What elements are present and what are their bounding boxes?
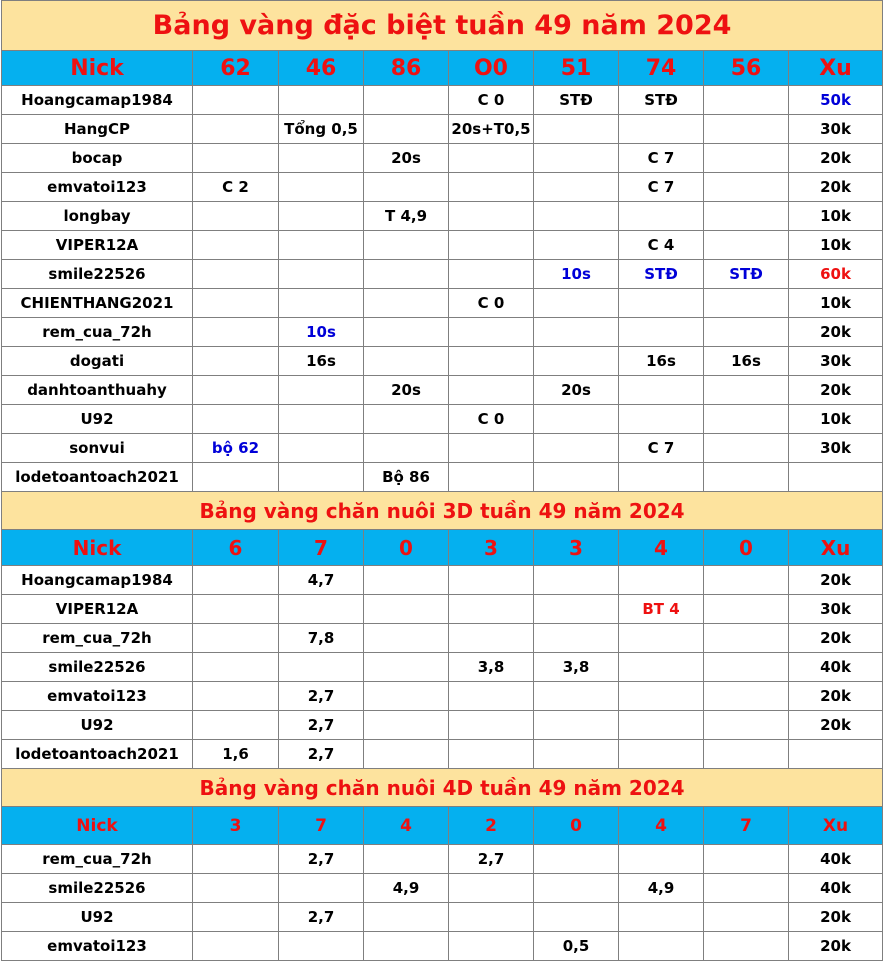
value-cell xyxy=(534,405,619,434)
table-row xyxy=(2,86,883,115)
value-cell xyxy=(279,405,364,434)
header-nick: Nick xyxy=(2,807,193,845)
xu-cell: 30k xyxy=(789,115,883,144)
value-cell xyxy=(534,463,619,492)
table-row xyxy=(2,144,883,173)
value-cell: Bộ 86 xyxy=(364,463,449,492)
value-cell: C 7 xyxy=(619,434,704,463)
value-cell xyxy=(193,932,279,961)
value-cell xyxy=(619,566,704,595)
table-row xyxy=(2,202,883,231)
nick-cell: emvatoi123 xyxy=(2,173,193,202)
value-cell xyxy=(449,173,534,202)
nick-cell: VIPER12A xyxy=(2,595,193,624)
nick-cell: danhtoanthuahy xyxy=(2,376,193,405)
value-cell xyxy=(704,624,789,653)
value-cell xyxy=(279,595,364,624)
value-cell: 16s xyxy=(704,347,789,376)
nick-cell: smile22526 xyxy=(2,874,193,903)
xu-cell: 20k xyxy=(789,173,883,202)
value-cell xyxy=(534,595,619,624)
header-xu: Xu xyxy=(789,807,883,845)
value-cell xyxy=(534,740,619,769)
value-cell xyxy=(449,740,534,769)
value-cell xyxy=(364,624,449,653)
value-cell xyxy=(534,347,619,376)
column-header-row xyxy=(2,51,883,86)
table-row xyxy=(2,903,883,932)
value-cell xyxy=(704,376,789,405)
value-cell xyxy=(449,376,534,405)
table-row xyxy=(2,653,883,682)
value-cell xyxy=(619,463,704,492)
header-number: 2 xyxy=(449,807,534,845)
value-cell xyxy=(279,173,364,202)
header-number: 3 xyxy=(449,530,534,566)
nick-cell: longbay xyxy=(2,202,193,231)
value-cell: 3,8 xyxy=(534,653,619,682)
value-cell xyxy=(449,463,534,492)
nick-cell: Hoangcamap1984 xyxy=(2,86,193,115)
value-cell xyxy=(534,173,619,202)
xu-cell: 30k xyxy=(789,595,883,624)
value-cell xyxy=(279,874,364,903)
nick-cell: sonvui xyxy=(2,434,193,463)
value-cell xyxy=(534,682,619,711)
value-cell: T 4,9 xyxy=(364,202,449,231)
value-cell xyxy=(279,289,364,318)
value-cell xyxy=(193,711,279,740)
value-cell xyxy=(193,144,279,173)
value-cell xyxy=(193,202,279,231)
value-cell xyxy=(534,711,619,740)
section-title-row xyxy=(2,769,883,807)
value-cell: C 2 xyxy=(193,173,279,202)
value-cell: 2,7 xyxy=(279,682,364,711)
header-number: 0 xyxy=(704,530,789,566)
value-cell: C 7 xyxy=(619,173,704,202)
value-cell xyxy=(704,318,789,347)
nick-cell: CHIENTHANG2021 xyxy=(2,289,193,318)
value-cell xyxy=(193,86,279,115)
xu-cell: 40k xyxy=(789,874,883,903)
value-cell xyxy=(449,318,534,347)
table-row xyxy=(2,318,883,347)
value-cell xyxy=(364,595,449,624)
header-number: 4 xyxy=(619,530,704,566)
value-cell: 16s xyxy=(619,347,704,376)
value-cell xyxy=(449,566,534,595)
value-cell xyxy=(619,682,704,711)
value-cell: C 0 xyxy=(449,405,534,434)
value-cell: 16s xyxy=(279,347,364,376)
value-cell xyxy=(364,682,449,711)
value-cell xyxy=(279,231,364,260)
nick-cell: U92 xyxy=(2,405,193,434)
header-number: 4 xyxy=(619,807,704,845)
table-row xyxy=(2,115,883,144)
value-cell xyxy=(193,318,279,347)
section-title: Bảng vàng chăn nuôi 3D tuần 49 năm 2024 xyxy=(2,492,883,530)
value-cell xyxy=(704,932,789,961)
value-cell: C 0 xyxy=(449,86,534,115)
value-cell xyxy=(449,144,534,173)
value-cell xyxy=(534,231,619,260)
table-row xyxy=(2,260,883,289)
header-number: 62 xyxy=(193,51,279,86)
value-cell xyxy=(364,845,449,874)
xu-cell: 60k xyxy=(789,260,883,289)
header-nick: Nick xyxy=(2,530,193,566)
value-cell: 0,5 xyxy=(534,932,619,961)
value-cell: C 7 xyxy=(619,144,704,173)
table-row xyxy=(2,347,883,376)
table-row xyxy=(2,711,883,740)
value-cell xyxy=(704,86,789,115)
nick-cell: U92 xyxy=(2,903,193,932)
value-cell xyxy=(704,653,789,682)
value-cell xyxy=(193,463,279,492)
value-cell xyxy=(279,463,364,492)
value-cell: bộ 62 xyxy=(193,434,279,463)
value-cell xyxy=(364,289,449,318)
table-row xyxy=(2,231,883,260)
nick-cell: VIPER12A xyxy=(2,231,193,260)
value-cell xyxy=(704,566,789,595)
value-cell xyxy=(704,845,789,874)
xu-cell: 20k xyxy=(789,932,883,961)
value-cell xyxy=(704,682,789,711)
table-row xyxy=(2,845,883,874)
xu-cell: 10k xyxy=(789,289,883,318)
table-row xyxy=(2,463,883,492)
value-cell: C 0 xyxy=(449,289,534,318)
value-cell xyxy=(704,405,789,434)
value-cell xyxy=(534,202,619,231)
table-row xyxy=(2,874,883,903)
header-nick: Nick xyxy=(2,51,193,86)
header-number: 86 xyxy=(364,51,449,86)
table-row xyxy=(2,434,883,463)
value-cell: 2,7 xyxy=(279,845,364,874)
value-cell xyxy=(704,711,789,740)
value-cell xyxy=(449,260,534,289)
value-cell: 2,7 xyxy=(449,845,534,874)
value-cell xyxy=(449,711,534,740)
value-cell xyxy=(449,624,534,653)
value-cell xyxy=(364,434,449,463)
board-body xyxy=(2,1,883,961)
value-cell xyxy=(193,405,279,434)
value-cell xyxy=(364,932,449,961)
value-cell xyxy=(449,903,534,932)
value-cell xyxy=(193,903,279,932)
value-cell: 20s xyxy=(364,144,449,173)
xu-cell: 40k xyxy=(789,845,883,874)
header-number: 7 xyxy=(279,807,364,845)
value-cell xyxy=(364,86,449,115)
value-cell xyxy=(534,903,619,932)
value-cell: BT 4 xyxy=(619,595,704,624)
value-cell xyxy=(279,202,364,231)
nick-cell: HangCP xyxy=(2,115,193,144)
value-cell: STĐ xyxy=(619,260,704,289)
value-cell xyxy=(449,595,534,624)
value-cell xyxy=(279,376,364,405)
table-row xyxy=(2,289,883,318)
nick-cell: rem_cua_72h xyxy=(2,318,193,347)
value-cell xyxy=(364,231,449,260)
value-cell xyxy=(193,231,279,260)
value-cell xyxy=(193,595,279,624)
value-cell xyxy=(449,682,534,711)
value-cell xyxy=(364,347,449,376)
value-cell xyxy=(534,144,619,173)
value-cell xyxy=(449,932,534,961)
value-cell xyxy=(279,434,364,463)
value-cell xyxy=(449,434,534,463)
value-cell xyxy=(704,903,789,932)
nick-cell: lodetoantoach2021 xyxy=(2,463,193,492)
xu-cell: 10k xyxy=(789,231,883,260)
xu-cell: 20k xyxy=(789,144,883,173)
header-number: 4 xyxy=(364,807,449,845)
xu-cell: 20k xyxy=(789,903,883,932)
table-row xyxy=(2,405,883,434)
value-cell xyxy=(619,932,704,961)
value-cell xyxy=(364,740,449,769)
value-cell xyxy=(619,289,704,318)
value-cell xyxy=(619,711,704,740)
value-cell xyxy=(619,376,704,405)
value-cell xyxy=(619,624,704,653)
table-row xyxy=(2,376,883,405)
value-cell: 20s xyxy=(534,376,619,405)
value-cell xyxy=(193,376,279,405)
table-row xyxy=(2,682,883,711)
xu-cell: 20k xyxy=(789,711,883,740)
xu-cell: 30k xyxy=(789,347,883,376)
header-number: O0 xyxy=(449,51,534,86)
section-title: Bảng vàng chăn nuôi 4D tuần 49 năm 2024 xyxy=(2,769,883,807)
value-cell xyxy=(279,144,364,173)
section-title-row xyxy=(2,492,883,530)
section-title: Bảng vàng đặc biệt tuần 49 năm 2024 xyxy=(2,1,883,51)
value-cell xyxy=(534,115,619,144)
nick-cell: bocap xyxy=(2,144,193,173)
table-row xyxy=(2,566,883,595)
xu-cell: 20k xyxy=(789,566,883,595)
value-cell xyxy=(704,231,789,260)
nick-cell: rem_cua_72h xyxy=(2,845,193,874)
header-number: 0 xyxy=(534,807,619,845)
value-cell xyxy=(364,903,449,932)
value-cell xyxy=(193,845,279,874)
value-cell xyxy=(704,289,789,318)
nick-cell: Hoangcamap1984 xyxy=(2,566,193,595)
column-header-row xyxy=(2,807,883,845)
value-cell xyxy=(364,405,449,434)
value-cell xyxy=(704,202,789,231)
value-cell: STĐ xyxy=(704,260,789,289)
value-cell xyxy=(619,653,704,682)
table-row xyxy=(2,932,883,961)
value-cell: STĐ xyxy=(534,86,619,115)
value-cell xyxy=(704,115,789,144)
xu-cell: 30k xyxy=(789,434,883,463)
value-cell xyxy=(193,289,279,318)
value-cell xyxy=(279,260,364,289)
xu-cell xyxy=(789,740,883,769)
value-cell: 20s+T0,5 xyxy=(449,115,534,144)
value-cell xyxy=(704,434,789,463)
value-cell xyxy=(619,740,704,769)
value-cell: STĐ xyxy=(619,86,704,115)
value-cell xyxy=(364,260,449,289)
value-cell xyxy=(534,289,619,318)
value-cell xyxy=(193,566,279,595)
golden-board-table xyxy=(1,0,883,961)
value-cell xyxy=(534,624,619,653)
header-xu: Xu xyxy=(789,530,883,566)
value-cell xyxy=(193,347,279,376)
header-number: 46 xyxy=(279,51,364,86)
xu-cell: 20k xyxy=(789,624,883,653)
value-cell xyxy=(364,653,449,682)
value-cell: Tổng 0,5 xyxy=(279,115,364,144)
table-row xyxy=(2,173,883,202)
value-cell xyxy=(704,740,789,769)
header-xu: Xu xyxy=(789,51,883,86)
value-cell: 2,7 xyxy=(279,711,364,740)
value-cell xyxy=(704,595,789,624)
value-cell: 2,7 xyxy=(279,740,364,769)
value-cell xyxy=(534,874,619,903)
header-number: 74 xyxy=(619,51,704,86)
xu-cell: 40k xyxy=(789,653,883,682)
value-cell xyxy=(449,202,534,231)
header-number: 7 xyxy=(279,530,364,566)
value-cell xyxy=(534,845,619,874)
value-cell xyxy=(449,231,534,260)
value-cell xyxy=(619,115,704,144)
value-cell: 1,6 xyxy=(193,740,279,769)
value-cell xyxy=(449,874,534,903)
nick-cell: smile22526 xyxy=(2,653,193,682)
header-number: 0 xyxy=(364,530,449,566)
xu-cell: 10k xyxy=(789,405,883,434)
value-cell: 10s xyxy=(534,260,619,289)
value-cell: 10s xyxy=(279,318,364,347)
value-cell: 4,9 xyxy=(619,874,704,903)
value-cell xyxy=(279,653,364,682)
header-number: 6 xyxy=(193,530,279,566)
value-cell xyxy=(704,874,789,903)
value-cell: C 4 xyxy=(619,231,704,260)
value-cell: 4,7 xyxy=(279,566,364,595)
value-cell xyxy=(193,874,279,903)
table-row xyxy=(2,740,883,769)
xu-cell: 50k xyxy=(789,86,883,115)
header-number: 56 xyxy=(704,51,789,86)
value-cell xyxy=(619,318,704,347)
value-cell xyxy=(364,173,449,202)
value-cell xyxy=(193,653,279,682)
value-cell: 3,8 xyxy=(449,653,534,682)
xu-cell xyxy=(789,463,883,492)
xu-cell: 20k xyxy=(789,682,883,711)
value-cell xyxy=(704,144,789,173)
value-cell xyxy=(619,903,704,932)
section-title-row xyxy=(2,1,883,51)
value-cell xyxy=(193,260,279,289)
value-cell xyxy=(279,86,364,115)
value-cell xyxy=(193,115,279,144)
value-cell: 4,9 xyxy=(364,874,449,903)
nick-cell: emvatoi123 xyxy=(2,932,193,961)
xu-cell: 10k xyxy=(789,202,883,231)
nick-cell: rem_cua_72h xyxy=(2,624,193,653)
value-cell xyxy=(364,115,449,144)
nick-cell: lodetoantoach2021 xyxy=(2,740,193,769)
value-cell: 2,7 xyxy=(279,903,364,932)
value-cell xyxy=(619,202,704,231)
value-cell xyxy=(449,347,534,376)
nick-cell: dogati xyxy=(2,347,193,376)
value-cell xyxy=(704,463,789,492)
table-row xyxy=(2,595,883,624)
value-cell xyxy=(193,682,279,711)
nick-cell: emvatoi123 xyxy=(2,682,193,711)
xu-cell: 20k xyxy=(789,318,883,347)
header-number: 3 xyxy=(193,807,279,845)
value-cell xyxy=(704,173,789,202)
nick-cell: U92 xyxy=(2,711,193,740)
value-cell xyxy=(534,318,619,347)
value-cell xyxy=(534,566,619,595)
value-cell: 7,8 xyxy=(279,624,364,653)
header-number: 51 xyxy=(534,51,619,86)
value-cell xyxy=(279,932,364,961)
value-cell xyxy=(193,624,279,653)
value-cell xyxy=(619,845,704,874)
value-cell: 20s xyxy=(364,376,449,405)
header-number: 7 xyxy=(704,807,789,845)
value-cell xyxy=(364,318,449,347)
header-number: 3 xyxy=(534,530,619,566)
xu-cell: 20k xyxy=(789,376,883,405)
value-cell xyxy=(619,405,704,434)
column-header-row xyxy=(2,530,883,566)
value-cell xyxy=(534,434,619,463)
value-cell xyxy=(364,566,449,595)
nick-cell: smile22526 xyxy=(2,260,193,289)
value-cell xyxy=(364,711,449,740)
table-row xyxy=(2,624,883,653)
